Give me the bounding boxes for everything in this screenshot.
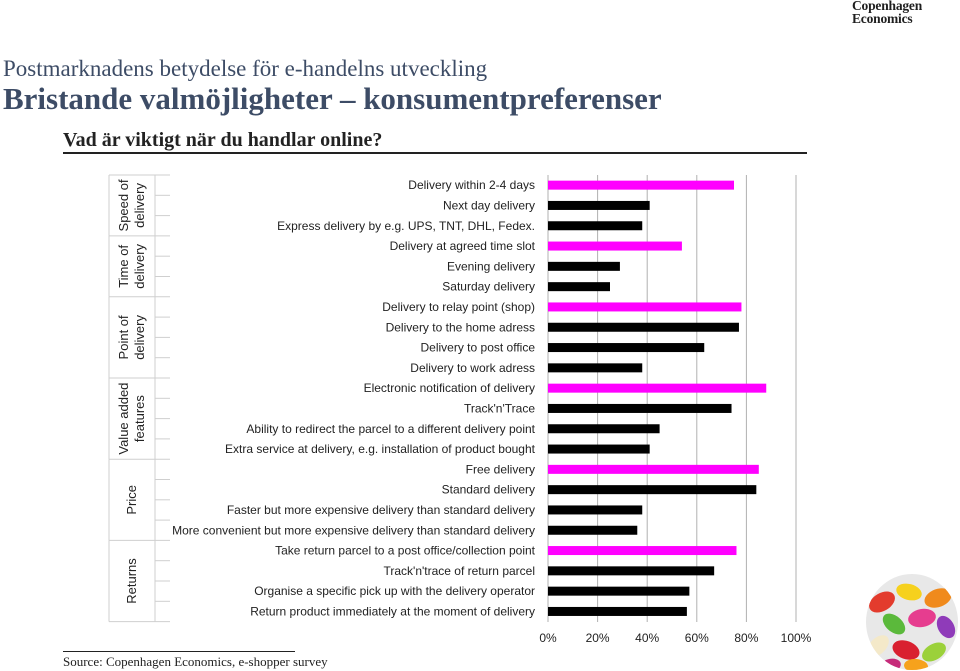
bar <box>548 526 637 535</box>
group-label-line: Value added <box>116 382 131 455</box>
page-title: Postmarknadens betydelse för e-handelns utveckling <box>3 56 488 81</box>
category-label: Next day delivery <box>442 198 535 213</box>
category-label: Saturday delivery <box>442 279 535 294</box>
category-label: Delivery to relay point (shop) <box>382 299 535 314</box>
x-tick-label: 80% <box>734 631 759 645</box>
x-tick-label: 20% <box>585 631 610 645</box>
bar <box>548 445 650 454</box>
bar <box>548 221 642 230</box>
chart-group-labels <box>109 175 170 622</box>
bar <box>548 424 660 433</box>
bar <box>548 262 620 271</box>
category-label: Extra service at delivery, e.g. installation of product bought <box>225 442 535 457</box>
category-label: Electronic notification of delivery <box>363 381 535 396</box>
source-note: Source: Copenhagen Economics, e-shopper survey <box>63 654 328 669</box>
page-subtitle: Bristande valmöjligheter – konsumentpreferenser <box>3 81 662 116</box>
bar <box>548 587 689 596</box>
group-label <box>116 383 147 455</box>
category-label: Delivery to post office <box>420 340 535 355</box>
group-label <box>124 485 139 515</box>
x-tick-label: 60% <box>684 631 709 645</box>
category-label: Delivery to the home adress <box>385 320 535 335</box>
bar <box>548 485 756 494</box>
bar <box>548 546 736 555</box>
group-label-line: delivery <box>132 315 147 360</box>
group-label-line: features <box>132 395 147 443</box>
chart-row-labels <box>172 178 536 618</box>
group-label-line: delivery <box>132 183 147 228</box>
category-label: Take return parcel to a post office/collection point <box>275 543 535 558</box>
x-tick-label: 40% <box>635 631 660 645</box>
category-label: Delivery to work adress <box>410 360 535 375</box>
bar <box>548 404 732 413</box>
bar <box>548 242 682 251</box>
group-label-line: Returns <box>124 558 139 604</box>
x-tick-label: 0% <box>539 631 557 645</box>
group-label <box>116 179 147 231</box>
bar <box>548 363 642 372</box>
source-divider <box>63 651 295 652</box>
bar <box>548 566 714 575</box>
category-label: Organise a specific pick up with the delivery operator <box>254 584 535 599</box>
brand-line-1: Copenhagen <box>852 0 923 13</box>
chart-axis-ticks <box>539 631 811 645</box>
category-label: Delivery within 2-4 days <box>408 178 535 193</box>
group-label-line: Time of <box>116 244 131 288</box>
bar <box>548 343 704 352</box>
bar <box>548 201 650 210</box>
bar <box>548 181 734 190</box>
bar <box>548 323 739 332</box>
bar <box>548 384 766 393</box>
category-label: Faster but more expensive delivery than standard delivery <box>226 502 535 517</box>
category-label: Track'n'Trace <box>463 401 535 416</box>
bar <box>548 302 741 311</box>
group-label-line: Price <box>124 484 139 515</box>
category-label: Free delivery <box>465 462 535 477</box>
group-label <box>116 315 147 360</box>
group-label-line: Speed of <box>116 179 131 232</box>
x-tick-label: 100% <box>780 631 812 645</box>
chart-bars <box>548 181 766 616</box>
category-label: Return product immediately at the moment of delivery <box>250 604 535 619</box>
category-label: Track'n'trace of return parcel <box>383 563 535 578</box>
category-label: Evening delivery <box>446 259 535 274</box>
category-label: More convenient but more expensive delivery than standard delivery <box>172 523 535 538</box>
group-label-line: delivery <box>132 243 147 289</box>
category-label: Standard delivery <box>441 482 535 497</box>
group-label <box>124 558 139 604</box>
bar <box>548 607 687 616</box>
group-label-line: Point of <box>116 315 131 360</box>
category-label: Delivery at agreed time slot <box>389 239 535 254</box>
category-label: Ability to redirect the parcel to a different delivery point <box>246 421 535 436</box>
bar <box>548 282 610 291</box>
bar <box>548 505 642 514</box>
category-label: Express delivery by e.g. UPS, TNT, DHL, Fedex. <box>277 218 535 233</box>
jelly-beans-image <box>864 572 960 671</box>
bar <box>548 465 759 474</box>
group-label <box>116 243 147 288</box>
brand-line-2: Economics <box>852 11 913 26</box>
question-heading: Vad är viktigt när du handlar online? <box>63 129 383 151</box>
